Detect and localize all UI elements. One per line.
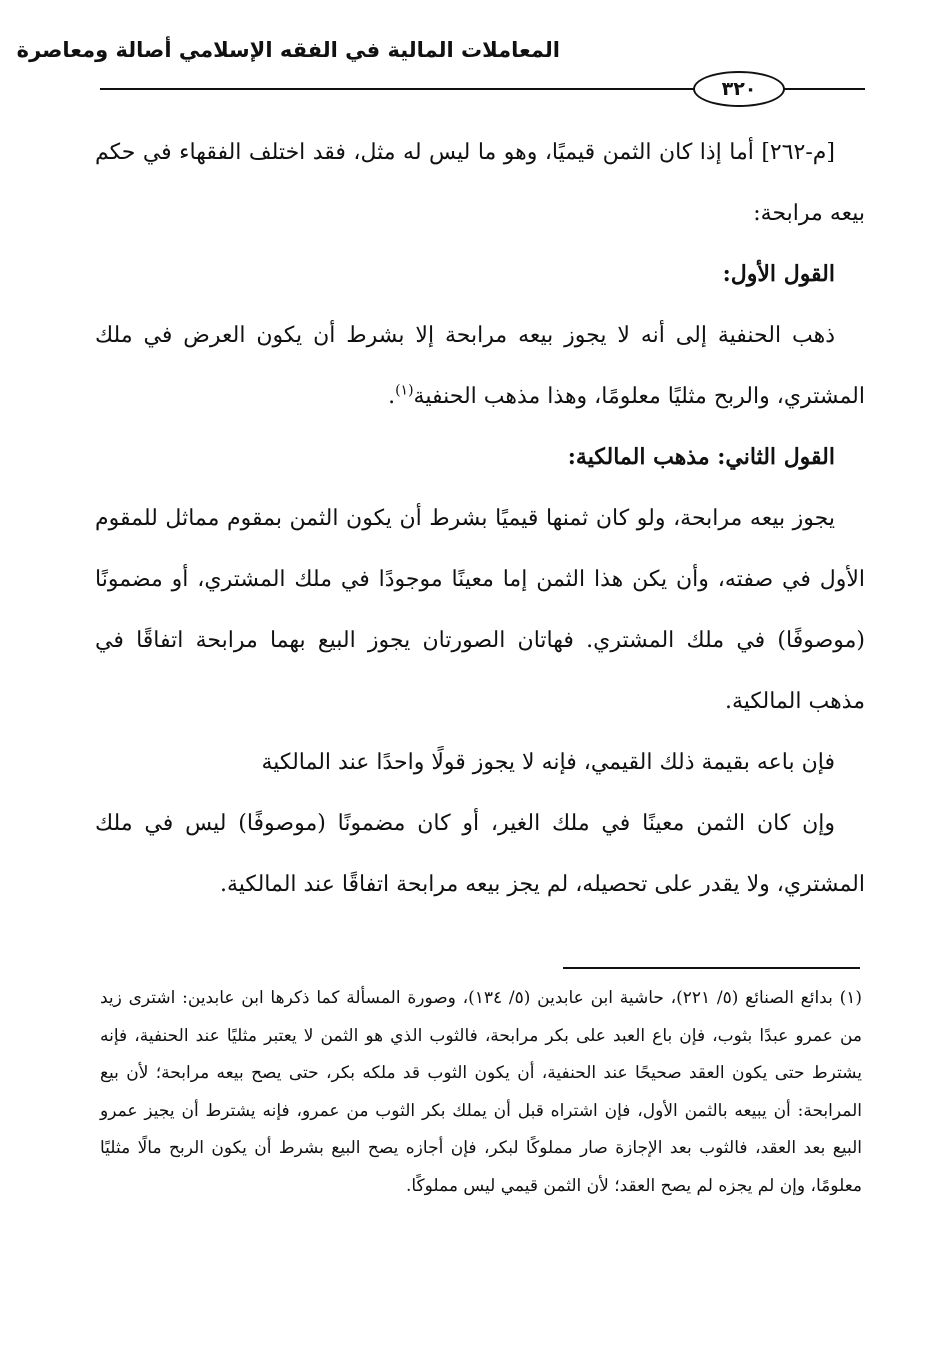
footnote-reference[interactable]: (١): [395, 382, 414, 399]
heading-first-opinion: القول الأول:: [722, 261, 835, 287]
main-text: [95, 122, 865, 915]
heading-second-opinion: القول الثاني: مذهب المالكية:: [567, 444, 835, 470]
page-number: ٣٢٠: [693, 71, 785, 107]
paragraph-1: [م-٢٦٢] أما إذا كان الثمن قيميًا، وهو ما ليس له مثل، فقد اختلف الفقهاء في حكم بيعه مرابحة:: [95, 140, 865, 226]
paragraph-2: [95, 305, 865, 427]
paragraph-4: فإن باعه بقيمة ذلك القيمي، فإنه لا يجوز قولًا واحدًا عند المالكية: [261, 750, 835, 775]
paragraph-3: يجوز بيعه مرابحة، ولو كان ثمنها قيميًا بشرط أن يكون الثمن بمقوم مماثل للمقوم الأول في صفته، وأن يكن هذا الثمن إما معينًا موجودًا في ملك المشتري، أو مضمونًا (موصوفًا) في ملك المشتري. فهاتان الصورتان يجوز البيع بهما مرابحة اتفاقًا في مذهب المالكية.: [95, 506, 865, 714]
footnote-1: (١) بدائع الصنائع (٥/ ٢٢١)، حاشية ابن عابدين (٥/ ١٣٤)، وصورة المسألة كما ذكرها ابن عابدين: اشترى زيد من عمرو عبدًا بثوب، فإن باع العبد على بكر مرابحة، فالثوب الذي هو الثمن لا يعتبر مثليًا عند الحنفية، فإنه يشترط حتى يكون العقد صحيحًا عند الحنفية، أن يكون الثوب قد ملكه بكر، حتى يصح بيعه مرابحة؛ لأن بيع المرابحة: أن يبيعه بالثمن الأول، فإن اشتراه قبل أن يملك بكر الثوب من عمرو، فإنه يشترط أن يجيز عمرو البيع بعد العقد، فالثوب بعد الإجازة صار مملوكًا لبكر، فإن أجازه يصح البيع بشرط أن يكون الربح مالًا مثليًا معلومًا، وإن لم يجزه لم يصح العقد؛ لأن الثمن قيمي ليس مملوكًا.: [100, 988, 862, 1196]
running-header-title: المعاملات المالية في الفقه الإسلامي أصالة ومعاصرة: [16, 38, 560, 62]
paragraph-2-text: ذهب الحنفية إلى أنه لا يجوز بيعه مرابحة إلا بشرط أن يكون العرض في ملك المشتري، والربح مثليًا معلومًا، وهذا مذهب الحنفية: [95, 323, 865, 409]
footnotes: [100, 980, 862, 1205]
paragraph-2-end: .: [388, 384, 396, 409]
footnote-separator: [563, 967, 860, 969]
paragraph-5: وإن كان الثمن معينًا في ملك الغير، أو كان مضمونًا (موصوفًا) ليس في ملك المشتري، ولا يقدر على تحصيله، لم يجز بيعه مرابحة اتفاقًا عند المالكية.: [95, 811, 865, 897]
